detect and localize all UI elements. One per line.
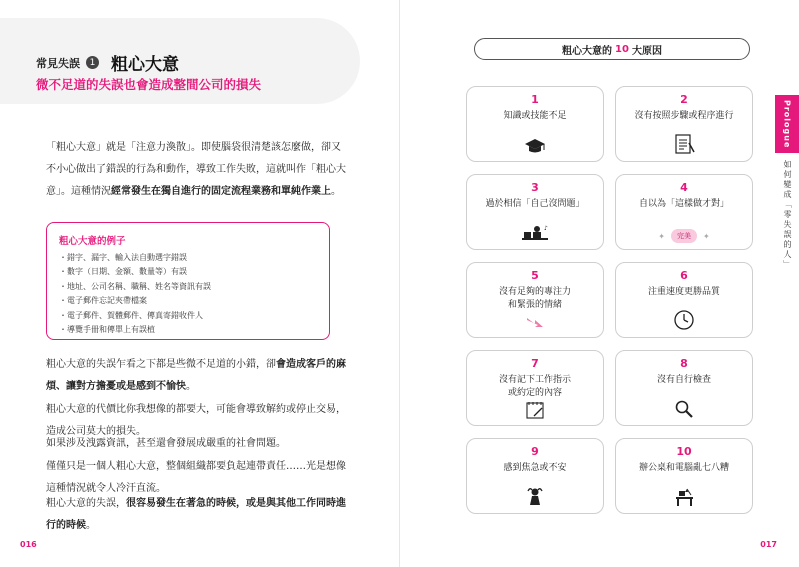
paragraph-5: 僅僅只是一個人粗心大意，整個組織都要負起連帶責任……光是想像這種情況就令人冷汗直流。	[46, 461, 346, 494]
causes-title-number: 10	[615, 43, 629, 55]
cause-card-3	[466, 174, 604, 250]
paragraph-1-end: 。	[331, 186, 341, 197]
page-number-left: 016	[20, 540, 37, 549]
notepad-icon	[524, 400, 546, 420]
example-item: ・數字（日期、金額、數量等）有誤	[59, 267, 187, 277]
messy-desk-icon	[673, 487, 695, 507]
example-item: ・導覽手冊和傳單上有誤植	[59, 325, 155, 335]
causes-title	[474, 38, 750, 60]
cause-number: 1	[531, 93, 539, 106]
graduation-cap-icon	[524, 137, 546, 155]
cause-number: 6	[680, 269, 688, 282]
magnifier-icon	[673, 399, 695, 419]
sparkle-icon: ✦	[703, 231, 710, 241]
cause-text: 自以為「這樣做才對」	[638, 199, 729, 209]
cause-card-2	[615, 86, 753, 162]
cause-text: 感到焦急或不安	[503, 463, 567, 473]
cause-card-4	[615, 174, 753, 250]
cause-number: 8	[680, 357, 688, 370]
cause-number: 4	[680, 181, 688, 194]
cause-card-5	[466, 262, 604, 338]
header-label: 常見失誤	[36, 56, 80, 70]
cause-text: 注重速度更勝品質	[647, 287, 720, 297]
cause-card-7	[466, 350, 604, 426]
cause-number: 10	[676, 445, 692, 458]
paragraph-3: 粗心大意的代價比你我想像的都要大，可能會導致解約或停止交易，造成公司莫大的損失。	[46, 404, 346, 437]
paragraph-6-text: 粗心大意的失誤，	[46, 498, 126, 509]
paragraph-1-emphasis: 經常發生在獨自進行的固定流程業務和單純作業上	[111, 186, 331, 197]
causes-title-suffix: 大原因	[631, 45, 662, 57]
page-number-right: 017	[760, 540, 777, 549]
cause-number: 3	[531, 181, 539, 194]
paragraph-6-end: 。	[86, 520, 96, 531]
person-at-desk-icon	[518, 223, 552, 243]
paragraph-4: 如果涉及洩露資訊，甚至還會發展成嚴重的社會問題。	[46, 438, 286, 449]
examples-box	[46, 222, 330, 340]
perfect-badge-icon	[658, 229, 709, 243]
causes-title-text: 粗心大意的	[562, 45, 613, 57]
example-item: ・電子郵件忘記夾帶檔案	[59, 296, 147, 306]
paragraph-1-text: 「粗心大意」就是「注意力渙散」。即使腦袋很清楚該怎麼做，卻又不小心做出了錯誤的行為和動作，導致工作失敗，這就叫作「粗心大意」。這種情況	[46, 142, 346, 197]
checklist-icon	[673, 133, 695, 155]
side-tab-label: Prologue	[782, 99, 792, 149]
svg-text:♪: ♪	[544, 225, 548, 232]
section-header	[36, 50, 179, 75]
cause-card-9	[466, 438, 604, 514]
paragraph-2	[46, 354, 346, 398]
cause-number: 9	[531, 445, 539, 458]
cause-text: 辦公桌和電腦亂七八糟	[638, 463, 729, 473]
cause-text: 沒有按照步驟或程序進行	[634, 111, 734, 121]
paragraph-2-emphasis: 會造成客戶的麻煩、讓對方擔憂或是感到不愉快	[46, 359, 346, 392]
side-chapter-text: 如何變成「零失誤的人」	[783, 160, 792, 270]
cause-number: 5	[531, 269, 539, 282]
right-page	[400, 0, 799, 567]
cause-card-6	[615, 262, 753, 338]
cause-text: 沒有足夠的專注力 和緊張的情緒	[498, 287, 571, 310]
side-tab	[775, 95, 799, 153]
cause-number: 2	[680, 93, 688, 106]
example-item: ・電子郵件、賀體郵件、傳真寄錯收件人	[59, 310, 203, 320]
paragraph-2-text: 粗心大意的失誤乍看之下都是些微不足道的小錯，卻	[46, 359, 276, 370]
example-item: ・地址、公司名稱、職稱、姓名等資訊有誤	[59, 281, 211, 291]
paragraph-6	[46, 493, 346, 537]
header-number-badge: 1	[86, 56, 99, 69]
anxious-person-icon	[524, 485, 546, 507]
examples-title: 粗心大意的例子	[59, 236, 126, 247]
cause-text: 沒有記下工作指示 或約定的內容	[498, 375, 571, 398]
perfect-badge: 完美	[671, 229, 697, 243]
cause-number: 7	[531, 357, 539, 370]
example-item: ・錯字、漏字、輸入法自動選字錯誤	[59, 253, 187, 262]
clock-icon	[673, 309, 695, 331]
cause-text: 過於相信「自己沒問題」	[485, 199, 585, 209]
down-arrow-icon	[525, 315, 545, 331]
sparkle-icon: ✦	[658, 231, 665, 241]
cause-card-10	[615, 438, 753, 514]
page-title: 粗心大意	[111, 55, 179, 75]
cause-text: 沒有自行檢查	[656, 375, 711, 385]
cause-card-8	[615, 350, 753, 426]
cause-text: 知識或技能不足	[503, 111, 567, 121]
paragraph-6-emphasis: 很容易發生在著急的時候，或是與其他工作同時進行的時候	[46, 498, 346, 531]
page-subtitle: 微不足道的失誤也會造成整間公司的損失	[36, 77, 262, 92]
paragraph-2-end: 。	[186, 381, 196, 392]
paragraph-1	[46, 137, 346, 203]
cause-card-1	[466, 86, 604, 162]
